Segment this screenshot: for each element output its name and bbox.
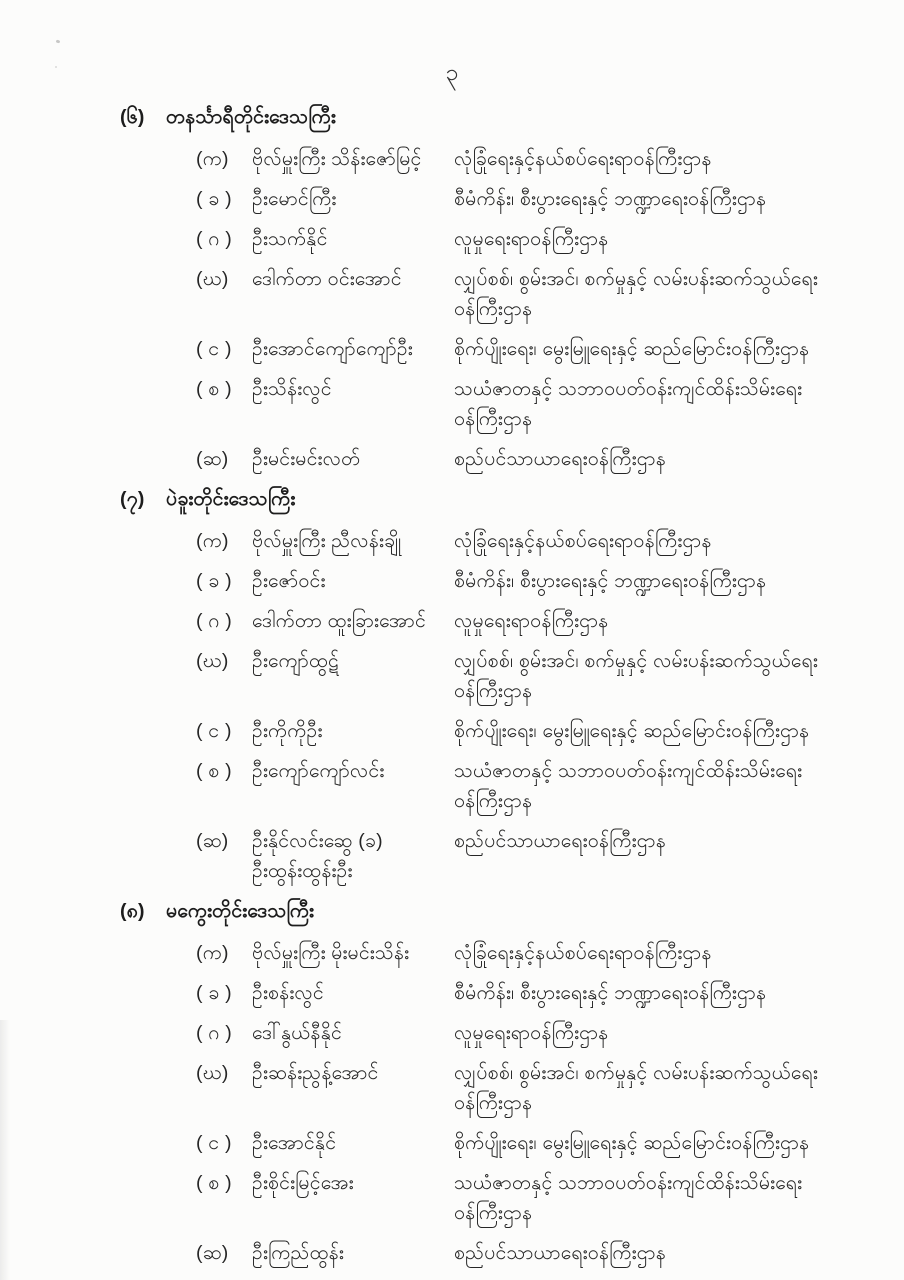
section-tanintharyi-region bbox=[120, 102, 844, 474]
minister-name: ဦးအောင်နိုင် bbox=[252, 1132, 337, 1154]
item-letter: ( စ ) bbox=[196, 378, 232, 400]
minister-row bbox=[196, 978, 844, 1008]
section-heading bbox=[120, 484, 844, 514]
ministry-name: လျှပ်စစ်၊ စွမ်းအင်၊ စက်မှုနှင့် လမ်းပန်းဆက်သွယ်ရေး ဝန်ကြီးဌာန bbox=[454, 268, 818, 320]
minister-name: ဦးဆန်းညွန့်အောင် bbox=[252, 1062, 379, 1084]
minister-name: ဦးအောင်ကျော်ကျော်ဦး bbox=[252, 338, 413, 360]
ministry-name: လူမှုရေးရာဝန်ကြီးဌာန bbox=[454, 228, 609, 250]
minister-row bbox=[196, 716, 844, 746]
minister-row bbox=[196, 606, 844, 636]
item-letter: ( ဂ ) bbox=[196, 228, 232, 250]
ministry-name: သယံဇာတနှင့် သဘာဝပတ်ဝန်းကျင်ထိန်းသိမ်းရေး ဝန်ကြီးဌာန bbox=[454, 378, 803, 430]
minister-name: ဗိုလ်မှူးကြီး ညီလန်းချို bbox=[252, 530, 402, 552]
minister-name-with-alias bbox=[252, 826, 454, 886]
minister-row bbox=[196, 334, 844, 364]
section-title: တနင်္သာရီတိုင်းဒေသကြီး bbox=[166, 106, 336, 128]
minister-row bbox=[196, 566, 844, 596]
ministry-name: သယံဇာတနှင့် သဘာဝပတ်ဝန်းကျင်ထိန်းသိမ်းရေး ဝန်ကြီးဌာန bbox=[454, 760, 803, 812]
minister-alias-name: ဦးထွန်းထွန်းဦး bbox=[252, 860, 353, 882]
item-letter: ( စ ) bbox=[196, 760, 232, 782]
ministry-name: စိုက်ပျိုးရေး၊ မွေးမြူရေးနှင့် ဆည်မြောင်းဝန်ကြီးဌာန bbox=[454, 720, 810, 742]
scan-speck bbox=[56, 39, 61, 43]
ministry-name: စီမံကိန်း၊ စီးပွားရေးနှင့် ဘဏ္ဍာရေးဝန်ကြီးဌာန bbox=[454, 188, 767, 210]
minister-row bbox=[196, 526, 844, 556]
ministry-name: လုံခြုံရေးနှင့်နယ်စပ်ရေးရာဝန်ကြီးဌာန bbox=[454, 530, 712, 552]
section-number: (၆) bbox=[120, 106, 145, 128]
minister-row bbox=[196, 756, 844, 816]
section-bago-region bbox=[120, 484, 844, 886]
minister-row bbox=[196, 1058, 844, 1118]
minister-row bbox=[196, 938, 844, 968]
item-letter: (က) bbox=[196, 148, 229, 170]
item-letter: (ဃ) bbox=[196, 268, 229, 290]
minister-row bbox=[196, 444, 844, 474]
ministry-name: လုံခြုံရေးနှင့်နယ်စပ်ရေးရာဝန်ကြီးဌာန bbox=[454, 148, 712, 170]
ministry-name: စီမံကိန်း၊ စီးပွားရေးနှင့် ဘဏ္ဍာရေးဝန်ကြီးဌာန bbox=[454, 570, 767, 592]
ministry-name: စည်ပင်သာယာရေးဝန်ကြီးဌာန bbox=[454, 1242, 666, 1264]
item-letter: (ဃ) bbox=[196, 650, 229, 672]
section-heading bbox=[120, 102, 844, 132]
item-letter: ( စ ) bbox=[196, 1172, 232, 1194]
minister-name: ဒေါက်တာ ဝင်းအောင် bbox=[252, 268, 402, 290]
ministry-name: လူမှုရေးရာဝန်ကြီးဌာန bbox=[454, 1022, 609, 1044]
minister-row bbox=[196, 1128, 844, 1158]
minister-row bbox=[196, 1168, 844, 1228]
item-letter: ( ခ ) bbox=[196, 570, 232, 592]
item-letter: ( င ) bbox=[196, 338, 232, 360]
minister-row bbox=[196, 264, 844, 324]
minister-name: ဦးသိန်းလွင် bbox=[252, 378, 332, 400]
minister-name: ဦးကြည်ထွန်း bbox=[252, 1242, 344, 1264]
minister-name: ဦးမောင်ကြီး bbox=[252, 188, 337, 210]
minister-name: ဦးစန်းလွင် bbox=[252, 982, 324, 1004]
section-number: (၈) bbox=[120, 900, 145, 922]
scan-edge-shadow bbox=[0, 1020, 10, 1280]
ministry-name: စိုက်ပျိုးရေး၊ မွေးမြူရေးနှင့် ဆည်မြောင်းဝန်ကြီးဌာန bbox=[454, 338, 810, 360]
minister-row bbox=[196, 1238, 844, 1268]
minister-name: ဦးနိုင်လင်းဆွေ (ခ) bbox=[252, 830, 383, 852]
ministry-name: လျှပ်စစ်၊ စွမ်းအင်၊ စက်မှုနှင့် လမ်းပန်းဆက်သွယ်ရေး ဝန်ကြီးဌာန bbox=[454, 650, 818, 702]
minister-row bbox=[196, 1018, 844, 1048]
minister-row bbox=[196, 826, 844, 886]
minister-name: ဗိုလ်မှူးကြီး သိန်းဇော်မြင့် bbox=[252, 148, 422, 170]
ministry-name: စီမံကိန်း၊ စီးပွားရေးနှင့် ဘဏ္ဍာရေးဝန်ကြီးဌာန bbox=[454, 982, 767, 1004]
page-number: ၃ bbox=[445, 59, 459, 85]
section-number: (၇) bbox=[120, 488, 145, 510]
minister-name: ဦးဇော်ဝင်း bbox=[252, 570, 326, 592]
item-letter: ( င ) bbox=[196, 720, 232, 742]
minister-name: ဒေါ်နွယ်နီနိုင် bbox=[252, 1022, 342, 1044]
minister-name: ဦးမင်းမင်းလတ် bbox=[252, 448, 361, 470]
document-body bbox=[120, 100, 844, 1278]
ministry-name: လူမှုရေးရာဝန်ကြီးဌာန bbox=[454, 610, 609, 632]
minister-row bbox=[196, 184, 844, 214]
ministry-name: လုံခြုံရေးနှင့်နယ်စပ်ရေးရာဝန်ကြီးဌာန bbox=[454, 942, 712, 964]
minister-row bbox=[196, 224, 844, 254]
minister-name: ဦးကျော်ကျော်လင်း bbox=[252, 760, 385, 782]
item-letter: (က) bbox=[196, 942, 229, 964]
section-title: ပဲခူးတိုင်းဒေသကြီး bbox=[166, 488, 296, 510]
ministry-name: စည်ပင်သာယာရေးဝန်ကြီးဌာန bbox=[454, 830, 666, 852]
item-letter: ( ဂ ) bbox=[196, 610, 232, 632]
minister-name: ဦးစိုင်းမြင့်အေး bbox=[252, 1172, 354, 1194]
minister-row bbox=[196, 144, 844, 174]
minister-name: ဒေါက်တာ ထူးခြားအောင် bbox=[252, 610, 427, 632]
item-letter: (ဃ) bbox=[196, 1062, 229, 1084]
ministry-name: သယံဇာတနှင့် သဘာဝပတ်ဝန်းကျင်ထိန်းသိမ်းရေး ဝန်ကြီးဌာန bbox=[454, 1172, 803, 1224]
ministry-name: စည်ပင်သာယာရေးဝန်ကြီးဌာန bbox=[454, 448, 666, 470]
section-magway-region bbox=[120, 896, 844, 1268]
item-letter: ( ခ ) bbox=[196, 188, 232, 210]
item-letter: ( ခ ) bbox=[196, 982, 232, 1004]
item-letter: (က) bbox=[196, 530, 229, 552]
minister-name: ဗိုလ်မှူးကြီး မိုးမင်းသိန်း bbox=[252, 942, 410, 964]
item-letter: ( ဂ ) bbox=[196, 1022, 232, 1044]
minister-name: ဦးကိုကိုဦး bbox=[252, 720, 323, 742]
minister-name: ဦးကျော်ထွဋ် bbox=[252, 650, 340, 672]
item-letter: ( င ) bbox=[196, 1132, 232, 1154]
minister-name: ဦးသက်နိုင် bbox=[252, 228, 328, 250]
ministry-name: လျှပ်စစ်၊ စွမ်းအင်၊ စက်မှုနှင့် လမ်းပန်းဆက်သွယ်ရေး ဝန်ကြီးဌာန bbox=[454, 1062, 818, 1114]
item-letter: (ဆ) bbox=[196, 448, 229, 470]
item-letter: (ဆ) bbox=[196, 1242, 229, 1264]
section-title: မကွေးတိုင်းဒေသကြီး bbox=[166, 900, 315, 922]
minister-row bbox=[196, 374, 844, 434]
minister-row bbox=[196, 646, 844, 706]
section-heading bbox=[120, 896, 844, 926]
ministry-name: စိုက်ပျိုးရေး၊ မွေးမြူရေးနှင့် ဆည်မြောင်းဝန်ကြီးဌာန bbox=[454, 1132, 810, 1154]
item-letter: (ဆ) bbox=[196, 830, 229, 852]
